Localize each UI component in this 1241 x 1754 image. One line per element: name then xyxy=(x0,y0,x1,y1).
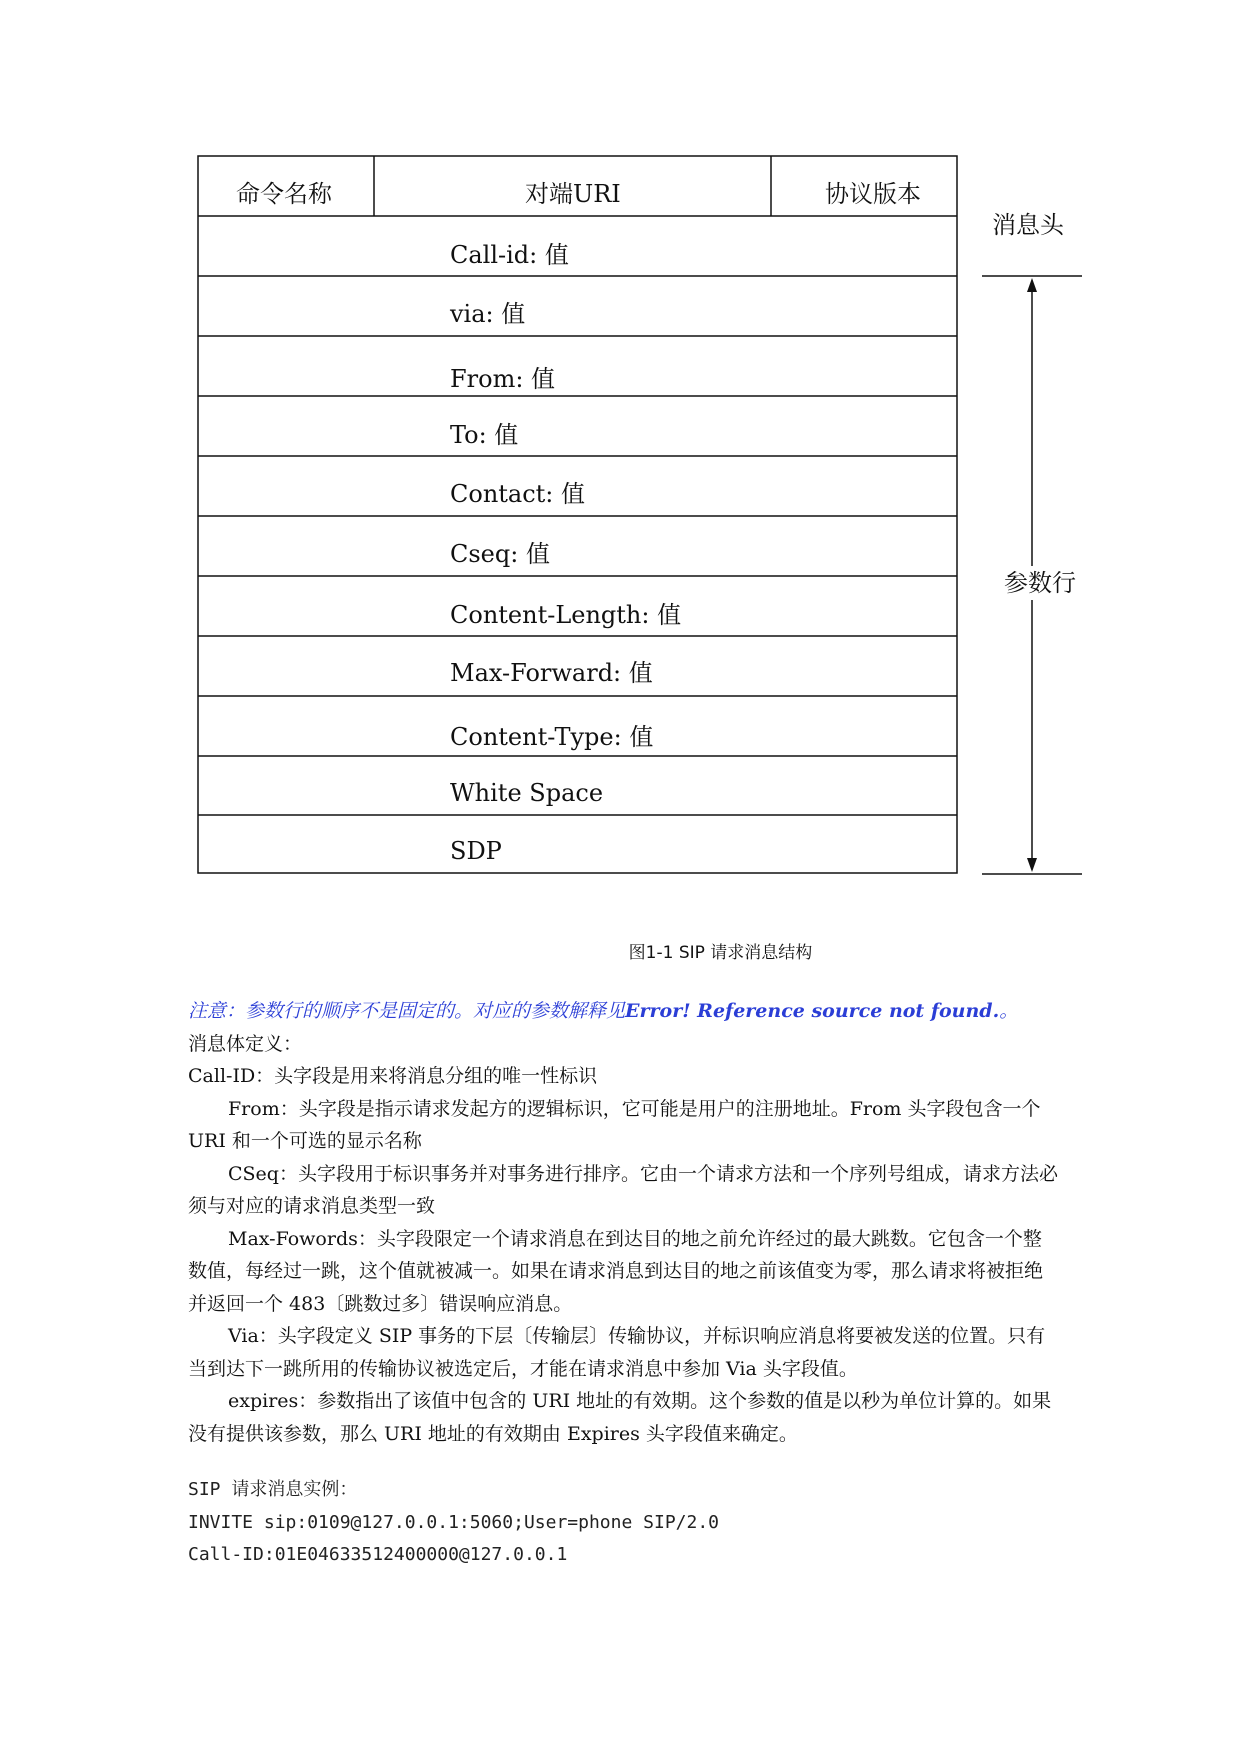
parameter-rows-label: 参数行 xyxy=(1004,566,1076,600)
example-line-invite: INVITE sip:0109@127.0.0.1:5060;User=phone SIP/2.0 xyxy=(188,1511,720,1533)
from-paragraph: From：头字段是指示请求发起方的逻辑标识，它可能是用户的注册地址。From 头字段包含一个 URI 和一个可选的显示名称 xyxy=(188,1097,1041,1152)
row-content-length: Content-Length: 值 xyxy=(450,601,682,629)
body-text xyxy=(188,995,1058,1572)
row-call-id: Call-id: 值 xyxy=(450,241,569,269)
example-title: SIP 请求消息实例： xyxy=(188,1479,358,1500)
note-prefix: 注意：参数行的顺序不是固定的。对应的参数解释见 xyxy=(188,1000,626,1022)
row-max-forward: Max-Forward: 值 xyxy=(450,659,653,687)
message-header-label: 消息头 xyxy=(992,208,1064,242)
arrow-down-head xyxy=(1027,858,1037,872)
row-to: To: 值 xyxy=(450,421,519,449)
header-protocol-version: 协议版本 xyxy=(825,180,921,208)
row-content-type: Content-Type: 值 xyxy=(450,723,654,751)
row-from: From: 值 xyxy=(450,365,556,393)
row-contact: Contact: 值 xyxy=(450,480,586,508)
row-sdp: SDP xyxy=(450,837,502,865)
figure-caption: 图1-1 SIP 请求消息结构 xyxy=(628,943,813,963)
note-suffix: 。 xyxy=(999,1000,1019,1022)
expires-paragraph: expires：参数指出了该值中包含的 URI 地址的有效期。这个参数的值是以秒为单位计算的。如果没有提供该参数，那么 URI 地址的有效期由 Expires 头字段值来确定。 xyxy=(188,1390,1052,1445)
example-line-call-id: Call-ID:01E04633512400000@127.0.0.1 xyxy=(188,1544,568,1565)
header-command-name: 命令名称 xyxy=(236,180,332,208)
table-frame xyxy=(198,156,957,873)
note-line xyxy=(188,995,1058,1028)
via-paragraph: Via：头字段定义 SIP 事务的下层〔传输层〕传输协议，并标识响应消息将要被发送的位置。只有当到达下一跳所用的传输协议被选定后，才能在请求消息中参加 Via 头字段值。 xyxy=(188,1325,1046,1380)
cseq-paragraph: CSeq：头字段用于标识事务并对事务进行排序。它由一个请求方法和一个序列号组成，请求方法必须与对应的请求消息类型一致 xyxy=(188,1162,1058,1217)
row-cseq: Cseq: 值 xyxy=(450,540,550,568)
row-via: via: 值 xyxy=(450,300,526,328)
body-definition-heading: 消息体定义： xyxy=(188,1032,303,1055)
arrow-up-head xyxy=(1027,278,1037,292)
call-id-paragraph: Call-ID：头字段是用来将消息分组的唯一性标识 xyxy=(188,1065,598,1087)
max-forwards-paragraph: Max-Fowords：头字段限定一个请求消息在到达目的地之前允许经过的最大跳数。它包含一个整数值，每经过一跳，这个值就被减一。如果在请求消息到达目的地之前该值变为零，那么请求将被拒绝并返回一个 483〔跳数过多〕错误响应消息。 xyxy=(188,1227,1044,1315)
header-peer-uri: 对端URI xyxy=(525,180,621,208)
row-white-space: White Space xyxy=(450,779,604,807)
note-error-reference: Error! Reference source not found. xyxy=(625,1000,1000,1022)
